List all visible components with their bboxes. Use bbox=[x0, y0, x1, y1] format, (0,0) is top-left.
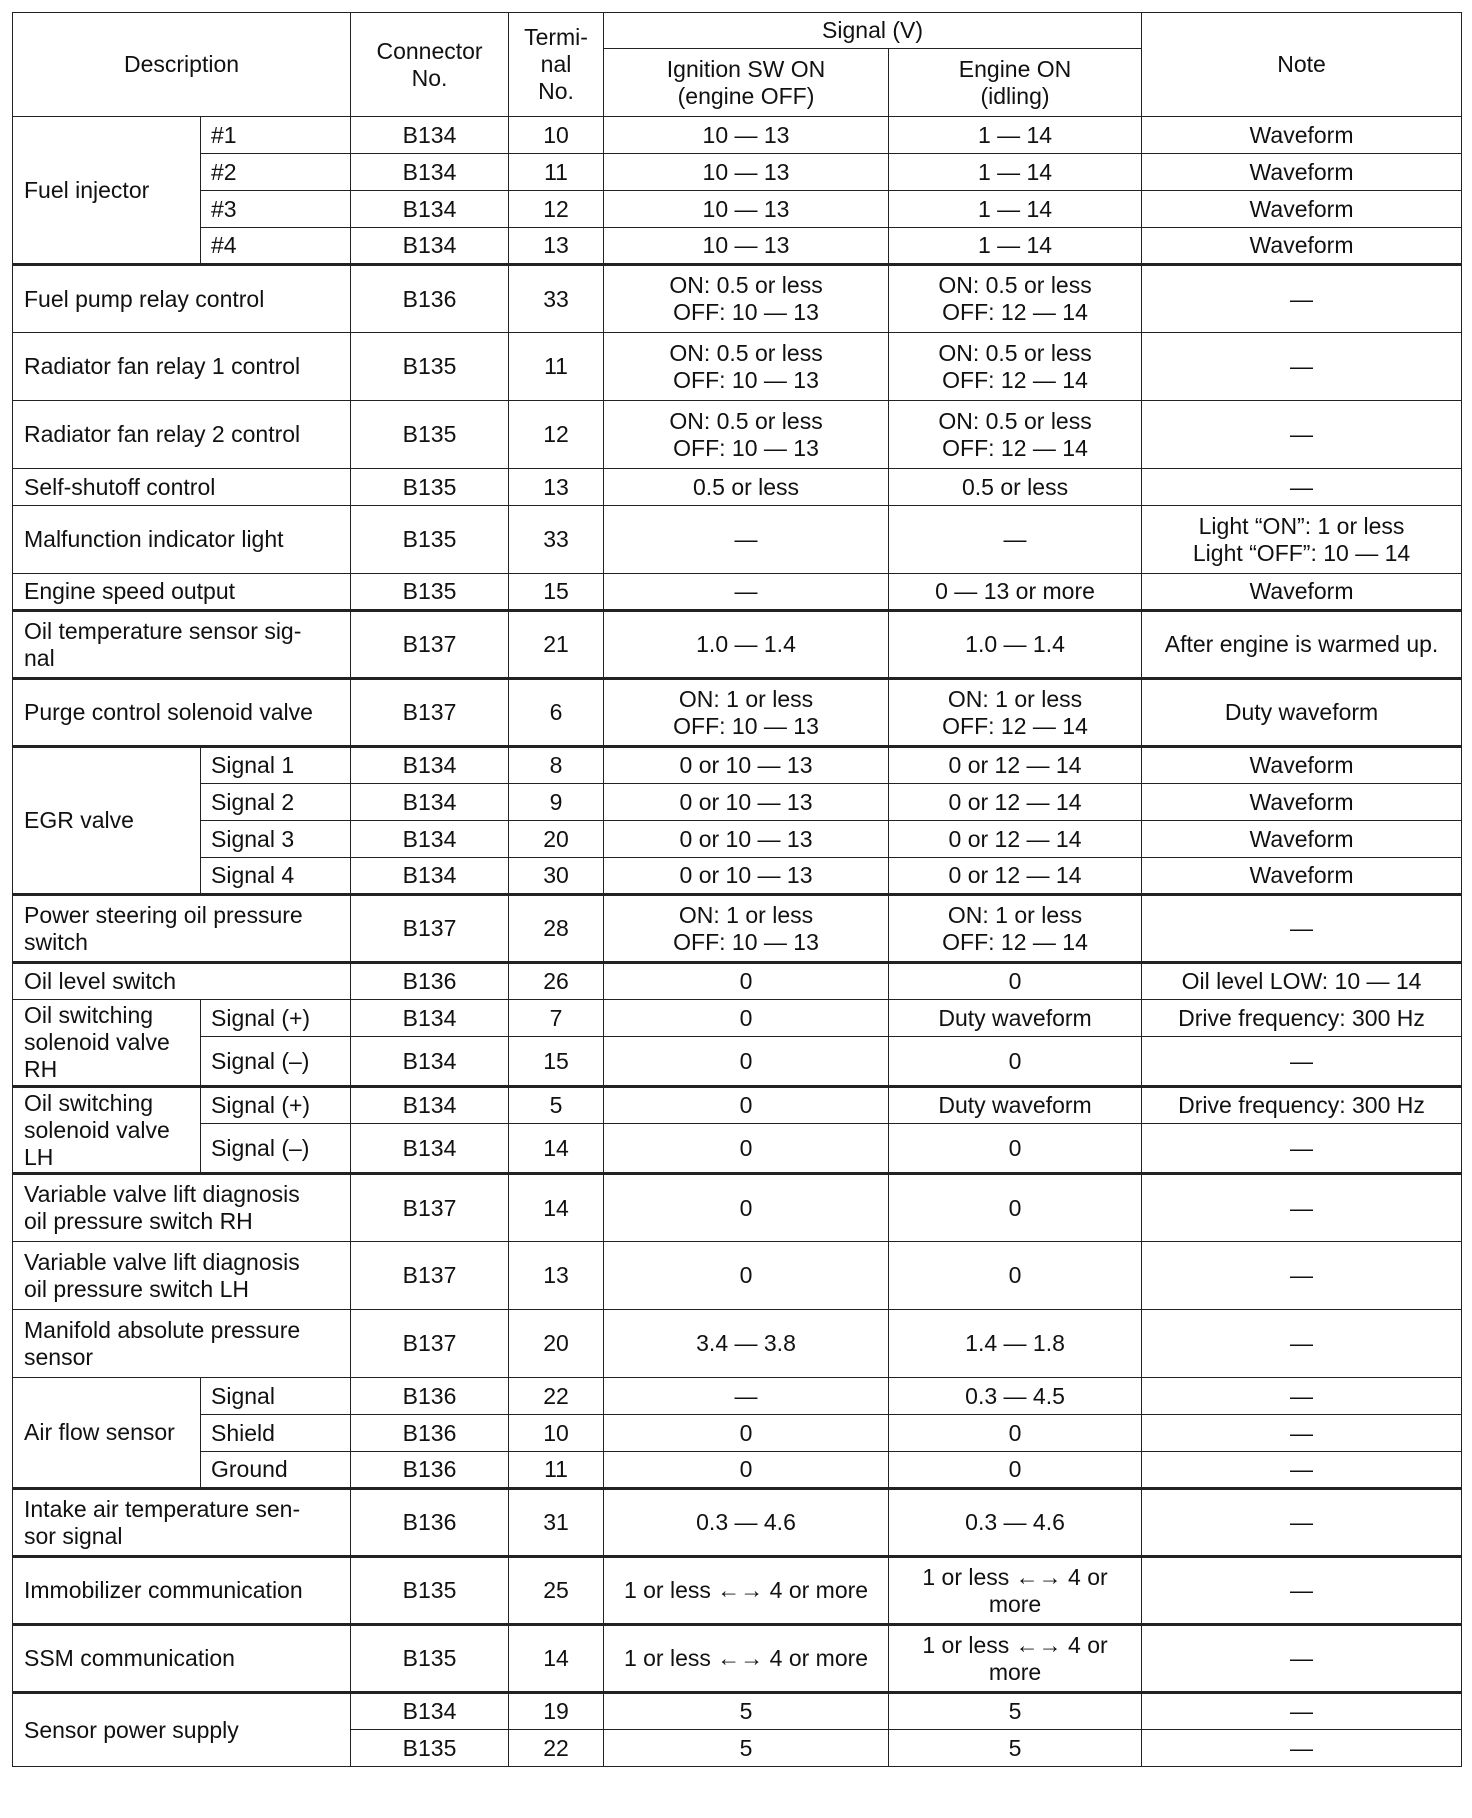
table-row bbox=[13, 469, 1462, 506]
engine-on-cell: ON: 0.5 or less OFF: 12 — 14 bbox=[889, 265, 1142, 333]
table-row bbox=[13, 1037, 1462, 1087]
description-cell: Malfunction indicator light bbox=[13, 506, 351, 574]
ignition-on-cell: 0 bbox=[604, 1087, 889, 1124]
note-cell: Drive frequency: 300 Hz bbox=[1142, 1087, 1462, 1124]
connector-cell: B135 bbox=[351, 469, 509, 506]
sub-description: Signal (+) bbox=[201, 1087, 351, 1124]
connector-cell: B137 bbox=[351, 679, 509, 747]
engine-on-cell: 0 bbox=[889, 1242, 1142, 1310]
ignition-on-cell: 5 bbox=[604, 1730, 889, 1767]
table-row bbox=[13, 1124, 1462, 1174]
connector-cell: B134 bbox=[351, 1000, 509, 1037]
connector-cell: B134 bbox=[351, 858, 509, 895]
connector-cell: B134 bbox=[351, 821, 509, 858]
description-cell: Engine speed output bbox=[13, 574, 351, 611]
description-cell: Fuel pump relay control bbox=[13, 265, 351, 333]
sub-description: Shield bbox=[201, 1415, 351, 1452]
terminal-cell: 26 bbox=[509, 963, 604, 1000]
table-row bbox=[13, 963, 1462, 1000]
note-cell: — bbox=[1142, 469, 1462, 506]
ignition-on-cell: 1.0 — 1.4 bbox=[604, 611, 889, 679]
note-cell: After engine is warmed up. bbox=[1142, 611, 1462, 679]
note-cell: — bbox=[1142, 1730, 1462, 1767]
note-cell: Duty waveform bbox=[1142, 679, 1462, 747]
table-row bbox=[13, 747, 1462, 784]
terminal-cell: 22 bbox=[509, 1730, 604, 1767]
note-cell: — bbox=[1142, 265, 1462, 333]
engine-on-cell: ON: 0.5 or less OFF: 12 — 14 bbox=[889, 333, 1142, 401]
sub-description: Signal 3 bbox=[201, 821, 351, 858]
table-row bbox=[13, 333, 1462, 401]
ignition-on-cell: 0.3 — 4.6 bbox=[604, 1489, 889, 1557]
note-cell: Waveform bbox=[1142, 858, 1462, 895]
ignition-on-cell: 0 bbox=[604, 1452, 889, 1489]
note-cell: Oil level LOW: 10 — 14 bbox=[1142, 963, 1462, 1000]
engine-on-cell: 0 bbox=[889, 1415, 1142, 1452]
ignition-on-cell: ON: 0.5 or less OFF: 10 — 13 bbox=[604, 265, 889, 333]
ignition-on-cell: 0 bbox=[604, 963, 889, 1000]
table-row bbox=[13, 401, 1462, 469]
description-cell: Variable valve lift diagnosis oil pressure switch RH bbox=[13, 1174, 351, 1242]
table-row bbox=[13, 191, 1462, 228]
ignition-on-cell: ON: 1 or less OFF: 10 — 13 bbox=[604, 679, 889, 747]
ignition-on-cell: 10 — 13 bbox=[604, 228, 889, 265]
ignition-on-cell: 0 or 10 — 13 bbox=[604, 747, 889, 784]
connector-cell: B137 bbox=[351, 1242, 509, 1310]
sub-description: #3 bbox=[201, 191, 351, 228]
terminal-cell: 9 bbox=[509, 784, 604, 821]
table-row bbox=[13, 1693, 1462, 1730]
engine-on-cell: 1.4 — 1.8 bbox=[889, 1310, 1142, 1378]
terminal-cell: 19 bbox=[509, 1693, 604, 1730]
ignition-on-cell: 0 or 10 — 13 bbox=[604, 858, 889, 895]
terminal-cell: 31 bbox=[509, 1489, 604, 1557]
ignition-on-cell: — bbox=[604, 574, 889, 611]
table-row bbox=[13, 1242, 1462, 1310]
table-row bbox=[13, 1378, 1462, 1415]
terminal-cell: 28 bbox=[509, 895, 604, 963]
terminal-cell: 13 bbox=[509, 469, 604, 506]
connector-cell: B134 bbox=[351, 1087, 509, 1124]
terminal-cell: 12 bbox=[509, 401, 604, 469]
engine-on-cell: 5 bbox=[889, 1730, 1142, 1767]
table-row bbox=[13, 228, 1462, 265]
ignition-on-cell: ON: 0.5 or less OFF: 10 — 13 bbox=[604, 401, 889, 469]
sub-description: Signal 1 bbox=[201, 747, 351, 784]
terminal-cell: 33 bbox=[509, 265, 604, 333]
engine-on-cell: 0.3 — 4.5 bbox=[889, 1378, 1142, 1415]
ignition-on-cell: 0 bbox=[604, 1415, 889, 1452]
sub-description: #2 bbox=[201, 154, 351, 191]
table-row bbox=[13, 784, 1462, 821]
terminal-cell: 13 bbox=[509, 228, 604, 265]
engine-on-cell: 5 bbox=[889, 1693, 1142, 1730]
terminal-cell: 14 bbox=[509, 1124, 604, 1174]
connector-cell: B135 bbox=[351, 1557, 509, 1625]
note-cell: — bbox=[1142, 1378, 1462, 1415]
connector-cell: B136 bbox=[351, 1378, 509, 1415]
table-row bbox=[13, 895, 1462, 963]
table-row bbox=[13, 117, 1462, 154]
terminal-cell: 11 bbox=[509, 333, 604, 401]
description-cell: Immobilizer communication bbox=[13, 1557, 351, 1625]
group-description: Sensor power supply bbox=[13, 1693, 351, 1767]
engine-on-cell: ON: 1 or less OFF: 12 — 14 bbox=[889, 895, 1142, 963]
terminal-cell: 21 bbox=[509, 611, 604, 679]
connector-cell: B137 bbox=[351, 895, 509, 963]
connector-cell: B134 bbox=[351, 1037, 509, 1087]
ignition-on-cell: — bbox=[604, 506, 889, 574]
table-row bbox=[13, 154, 1462, 191]
ignition-on-cell: 0.5 or less bbox=[604, 469, 889, 506]
connector-cell: B135 bbox=[351, 1625, 509, 1693]
engine-on-cell: 0 bbox=[889, 1037, 1142, 1087]
engine-on-cell: 1 or less ←→ 4 or more bbox=[889, 1625, 1142, 1693]
connector-cell: B136 bbox=[351, 1489, 509, 1557]
engine-on-cell: 0.5 or less bbox=[889, 469, 1142, 506]
connector-cell: B134 bbox=[351, 1693, 509, 1730]
connector-cell: B134 bbox=[351, 747, 509, 784]
note-cell: Waveform bbox=[1142, 747, 1462, 784]
description-cell: Self-shutoff control bbox=[13, 469, 351, 506]
connector-cell: B135 bbox=[351, 333, 509, 401]
connector-cell: B134 bbox=[351, 154, 509, 191]
connector-cell: B136 bbox=[351, 1415, 509, 1452]
header-note: Note bbox=[1142, 13, 1462, 117]
ignition-on-cell: 1 or less ←→ 4 or more bbox=[604, 1557, 889, 1625]
connector-cell: B135 bbox=[351, 1730, 509, 1767]
terminal-cell: 7 bbox=[509, 1000, 604, 1037]
connector-cell: B135 bbox=[351, 574, 509, 611]
description-cell: Radiator fan relay 2 control bbox=[13, 401, 351, 469]
note-cell: — bbox=[1142, 1037, 1462, 1087]
table-row bbox=[13, 1625, 1462, 1693]
engine-on-cell: 1 — 14 bbox=[889, 191, 1142, 228]
connector-cell: B135 bbox=[351, 506, 509, 574]
description-cell: SSM communication bbox=[13, 1625, 351, 1693]
terminal-cell: 10 bbox=[509, 117, 604, 154]
terminal-cell: 15 bbox=[509, 574, 604, 611]
note-cell: — bbox=[1142, 1310, 1462, 1378]
description-cell: Intake air temperature sen- sor signal bbox=[13, 1489, 351, 1557]
terminal-signal-table bbox=[12, 12, 1462, 1767]
note-cell: — bbox=[1142, 1124, 1462, 1174]
terminal-cell: 5 bbox=[509, 1087, 604, 1124]
table-row bbox=[13, 1174, 1462, 1242]
engine-on-cell: 0 bbox=[889, 963, 1142, 1000]
header-ignition-on: Ignition SW ON (engine OFF) bbox=[604, 49, 889, 117]
note-cell: Waveform bbox=[1142, 117, 1462, 154]
engine-on-cell: 0 — 13 or more bbox=[889, 574, 1142, 611]
note-cell: Waveform bbox=[1142, 574, 1462, 611]
sub-description: #4 bbox=[201, 228, 351, 265]
header-terminal: Termi- nal No. bbox=[509, 13, 604, 117]
connector-cell: B134 bbox=[351, 1124, 509, 1174]
ignition-on-cell: 1 or less ←→ 4 or more bbox=[604, 1625, 889, 1693]
table-row bbox=[13, 574, 1462, 611]
terminal-cell: 11 bbox=[509, 1452, 604, 1489]
connector-cell: B135 bbox=[351, 401, 509, 469]
group-description: Air flow sensor bbox=[13, 1378, 201, 1489]
note-cell: — bbox=[1142, 895, 1462, 963]
engine-on-cell: 0 or 12 — 14 bbox=[889, 821, 1142, 858]
table-row bbox=[13, 1452, 1462, 1489]
note-cell: — bbox=[1142, 333, 1462, 401]
engine-on-cell: ON: 1 or less OFF: 12 — 14 bbox=[889, 679, 1142, 747]
engine-on-cell: 1 — 14 bbox=[889, 117, 1142, 154]
note-cell: Drive frequency: 300 Hz bbox=[1142, 1000, 1462, 1037]
note-cell: — bbox=[1142, 1625, 1462, 1693]
engine-on-cell: 1 — 14 bbox=[889, 154, 1142, 191]
engine-on-cell: 0 or 12 — 14 bbox=[889, 747, 1142, 784]
note-cell: Waveform bbox=[1142, 228, 1462, 265]
group-description: Fuel injector bbox=[13, 117, 201, 265]
ignition-on-cell: ON: 0.5 or less OFF: 10 — 13 bbox=[604, 333, 889, 401]
ignition-on-cell: ON: 1 or less OFF: 10 — 13 bbox=[604, 895, 889, 963]
description-cell: Oil level switch bbox=[13, 963, 351, 1000]
group-description: Oil switching solenoid valve RH bbox=[13, 1000, 201, 1087]
note-cell: — bbox=[1142, 1174, 1462, 1242]
terminal-cell: 10 bbox=[509, 1415, 604, 1452]
table-row bbox=[13, 1087, 1462, 1124]
engine-on-cell: 1.0 — 1.4 bbox=[889, 611, 1142, 679]
description-cell: Radiator fan relay 1 control bbox=[13, 333, 351, 401]
table-row bbox=[13, 611, 1462, 679]
terminal-cell: 15 bbox=[509, 1037, 604, 1087]
connector-cell: B137 bbox=[351, 1310, 509, 1378]
sub-description: Signal 4 bbox=[201, 858, 351, 895]
header-connector: Connector No. bbox=[351, 13, 509, 117]
table-row bbox=[13, 858, 1462, 895]
connector-cell: B134 bbox=[351, 228, 509, 265]
terminal-cell: 8 bbox=[509, 747, 604, 784]
engine-on-cell: 0 bbox=[889, 1174, 1142, 1242]
table-row bbox=[13, 265, 1462, 333]
terminal-cell: 14 bbox=[509, 1174, 604, 1242]
description-cell: Variable valve lift diagnosis oil pressure switch LH bbox=[13, 1242, 351, 1310]
description-cell: Oil temperature sensor sig- nal bbox=[13, 611, 351, 679]
ignition-on-cell: 0 bbox=[604, 1000, 889, 1037]
table-row bbox=[13, 679, 1462, 747]
table-row bbox=[13, 1557, 1462, 1625]
engine-on-cell: 0 or 12 — 14 bbox=[889, 784, 1142, 821]
ignition-on-cell: 0 bbox=[604, 1124, 889, 1174]
ignition-on-cell: 10 — 13 bbox=[604, 154, 889, 191]
sub-description: Signal (–) bbox=[201, 1124, 351, 1174]
description-cell: Purge control solenoid valve bbox=[13, 679, 351, 747]
engine-on-cell: Duty waveform bbox=[889, 1087, 1142, 1124]
note-cell: — bbox=[1142, 401, 1462, 469]
table-row bbox=[13, 1489, 1462, 1557]
engine-on-cell: — bbox=[889, 506, 1142, 574]
terminal-cell: 33 bbox=[509, 506, 604, 574]
sub-description: Signal 2 bbox=[201, 784, 351, 821]
ignition-on-cell: 5 bbox=[604, 1693, 889, 1730]
table-row bbox=[13, 1000, 1462, 1037]
ignition-on-cell: 10 — 13 bbox=[604, 117, 889, 154]
ignition-on-cell: 0 bbox=[604, 1174, 889, 1242]
connector-cell: B136 bbox=[351, 1452, 509, 1489]
description-cell: Manifold absolute pressure sensor bbox=[13, 1310, 351, 1378]
sub-description: #1 bbox=[201, 117, 351, 154]
ignition-on-cell: 0 or 10 — 13 bbox=[604, 821, 889, 858]
note-cell: Waveform bbox=[1142, 191, 1462, 228]
connector-cell: B136 bbox=[351, 265, 509, 333]
connector-cell: B134 bbox=[351, 784, 509, 821]
note-cell: — bbox=[1142, 1557, 1462, 1625]
terminal-cell: 12 bbox=[509, 191, 604, 228]
note-cell: Waveform bbox=[1142, 154, 1462, 191]
engine-on-cell: 0.3 — 4.6 bbox=[889, 1489, 1142, 1557]
engine-on-cell: 0 or 12 — 14 bbox=[889, 858, 1142, 895]
document-page bbox=[12, 12, 1462, 1767]
connector-cell: B137 bbox=[351, 611, 509, 679]
group-description: EGR valve bbox=[13, 747, 201, 895]
ignition-on-cell: 0 bbox=[604, 1242, 889, 1310]
header-engine-on: Engine ON (idling) bbox=[889, 49, 1142, 117]
header-signal: Signal (V) bbox=[604, 13, 1142, 49]
table-row bbox=[13, 1310, 1462, 1378]
sub-description: Signal (+) bbox=[201, 1000, 351, 1037]
connector-cell: B136 bbox=[351, 963, 509, 1000]
ignition-on-cell: 0 or 10 — 13 bbox=[604, 784, 889, 821]
engine-on-cell: ON: 0.5 or less OFF: 12 — 14 bbox=[889, 401, 1142, 469]
note-cell: Light “ON”: 1 or less Light “OFF”: 10 — 14 bbox=[1142, 506, 1462, 574]
terminal-cell: 6 bbox=[509, 679, 604, 747]
ignition-on-cell: 10 — 13 bbox=[604, 191, 889, 228]
terminal-cell: 20 bbox=[509, 1310, 604, 1378]
terminal-cell: 11 bbox=[509, 154, 604, 191]
engine-on-cell: 0 bbox=[889, 1124, 1142, 1174]
terminal-cell: 14 bbox=[509, 1625, 604, 1693]
note-cell: Waveform bbox=[1142, 821, 1462, 858]
ignition-on-cell: 0 bbox=[604, 1037, 889, 1087]
note-cell: — bbox=[1142, 1415, 1462, 1452]
ignition-on-cell: — bbox=[604, 1378, 889, 1415]
note-cell: — bbox=[1142, 1452, 1462, 1489]
note-cell: Waveform bbox=[1142, 784, 1462, 821]
connector-cell: B134 bbox=[351, 191, 509, 228]
terminal-cell: 22 bbox=[509, 1378, 604, 1415]
sub-description: Signal (–) bbox=[201, 1037, 351, 1087]
table-row bbox=[13, 1415, 1462, 1452]
sub-description: Signal bbox=[201, 1378, 351, 1415]
terminal-cell: 30 bbox=[509, 858, 604, 895]
terminal-cell: 25 bbox=[509, 1557, 604, 1625]
note-cell: — bbox=[1142, 1693, 1462, 1730]
engine-on-cell: 1 — 14 bbox=[889, 228, 1142, 265]
group-description: Oil switching solenoid valve LH bbox=[13, 1087, 201, 1174]
connector-cell: B134 bbox=[351, 117, 509, 154]
terminal-cell: 13 bbox=[509, 1242, 604, 1310]
engine-on-cell: 0 bbox=[889, 1452, 1142, 1489]
description-cell: Power steering oil pressure switch bbox=[13, 895, 351, 963]
note-cell: — bbox=[1142, 1489, 1462, 1557]
connector-cell: B137 bbox=[351, 1174, 509, 1242]
sub-description: Ground bbox=[201, 1452, 351, 1489]
ignition-on-cell: 3.4 — 3.8 bbox=[604, 1310, 889, 1378]
header-description: Description bbox=[13, 13, 351, 117]
engine-on-cell: Duty waveform bbox=[889, 1000, 1142, 1037]
table-row bbox=[13, 821, 1462, 858]
note-cell: — bbox=[1142, 1242, 1462, 1310]
engine-on-cell: 1 or less ←→ 4 or more bbox=[889, 1557, 1142, 1625]
table-row bbox=[13, 506, 1462, 574]
terminal-cell: 20 bbox=[509, 821, 604, 858]
